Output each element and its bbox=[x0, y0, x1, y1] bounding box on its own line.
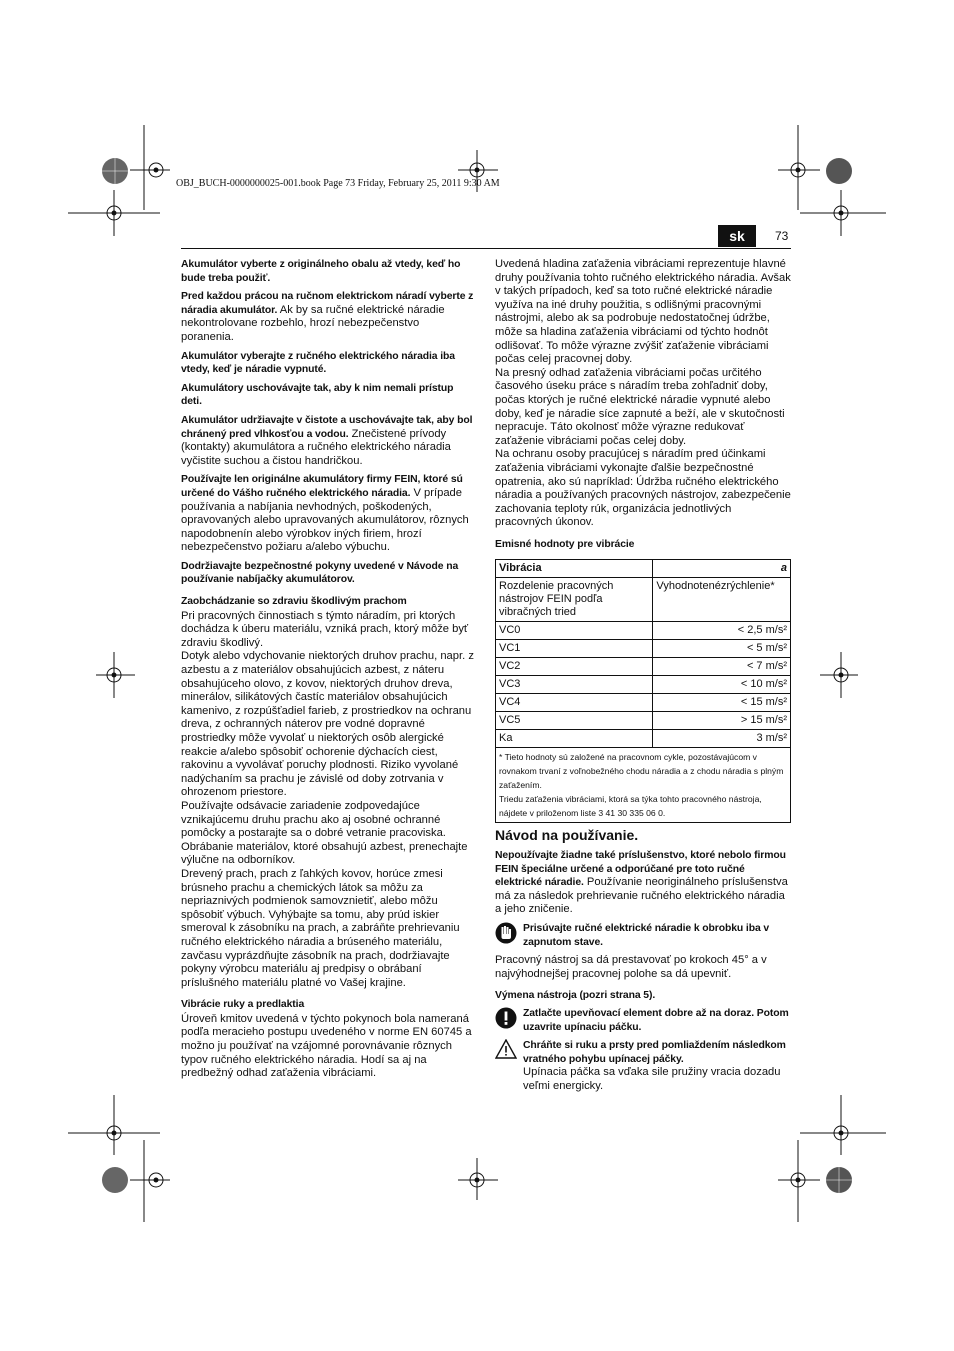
print-header-line: OBJ_BUCH-0000000025-001.book Page 73 Friday, February 25, 2011 9:30 AM bbox=[176, 178, 500, 189]
table-row: VC2 < 7 m/s² bbox=[496, 658, 791, 676]
paragraph: Akumulátor udržiavajte v čistote a uschovávajte tak, aby bol chránený pred vlhkosťou a vodou. Znečistené prívody (kontakty) akumulátora a ručného elektrického náradia vyčistite suchou a čistou handričkou. bbox=[181, 414, 473, 467]
paragraph: Obrábanie materiálov, ktoré obsahujú azbest, prenechajte výlučne na odborníkov. bbox=[181, 840, 468, 867]
paragraph: Na ochranu osoby pracujúcej s náradím pred účinkami zaťaženia vibráciami vykonajte ďalšie bezpečnostné opatrenia, ako sú napríklad: Údržba ručného elektrického náradia a používaných pracovných nástrojov, zabezpečenie zachovania teploty rúk, organizácia jednotlivých pracovných úkonov. bbox=[495, 448, 791, 529]
paragraph: Používajte len originálne akumulátory firmy FEIN, ktoré sú určené do Vášho ručného elektrického náradia. V prípade používania a nabíjania nevhodných, poškodených, opravovaných alebo upravovaných akumulátorov, rôznych napodobnenín alebo výrobkov iných firiem, hrozí nebezpečenstvo požiaru a/alebo výbuchu. bbox=[181, 474, 469, 554]
table-header: a bbox=[653, 560, 791, 578]
paragraph: Akumulátor vyberte z originálneho obalu až vtedy, keď ho bude treba použiť. bbox=[181, 259, 461, 284]
table-header: Vibrácia bbox=[496, 560, 653, 578]
table-row: Ka 3 m/s² bbox=[496, 730, 791, 748]
notice-text: Prisúvajte ručné elektrické náradie k obrobku iba v zapnutom stave. bbox=[523, 923, 770, 948]
section-heading-dust: Zaobchádzanie so zdraviu škodlivým prachom bbox=[181, 596, 407, 608]
paragraph: Akumulátory uschovávajte tak, aby k nim nemali prístup deti. bbox=[181, 382, 454, 408]
paragraph: Dotyk alebo vdychovanie niektorých druhov prachu, napr. z azbestu a z materiálov obsahujúcich azbest, z náteru obsahujúceho olovo, z kovov, niektorých druhov dreva, minerálov, silikátových častíc materiálov obsahujúcich kamenivo, z rozpúšťadiel farieb, z prostriedkov na ochranu dreva, z ochranných náterov pre vodné dopravné prostriedky môže vyvolať u niektorých osôb alergické reakcie a/alebo spôsobiť ochorenie dýchacích ciest, rakovinu a vyvolávať poruchy plodnosti. Riziko vyvolané nadýchaním sa prachu je závislé od doby zotrvania v ohrozenom priestore. bbox=[181, 650, 474, 799]
table-cell: Vyhodnotenézrýchlenie* bbox=[653, 578, 791, 622]
warning-block bbox=[495, 1039, 791, 1093]
paragraph: Na presný odhad zaťaženia vibráciami počas určitého časového úseku práce s náradím treba zohľadniť doby, počas ktorých je ručné elektrické náradie vypnuté alebo doby, keď je náradie síce zapnuté a beží, ale v skutočnosti nepracuje. Táto okolnosť môže výrazne redukovať zaťaženie vibráciami počas celej doby. bbox=[495, 366, 785, 447]
paragraph: Pri pracovných činnostiach s týmto náradím, pri ktorých dochádza k úberu materiálu, vzniká prach, ktorý môže byť zdraviu škodlivý. bbox=[181, 609, 469, 649]
warning-text: Chráňte si ruku a prsty pred pomliaždením následkom vratného pohybu upínacej páčky. Upínacia páčka sa vďaka sile pružiny vracia dozadu veľmi energicky. bbox=[523, 1040, 786, 1092]
paragraph: Akumulátor vyberajte z ručného elektrického náradia iba vtedy, keď je náradie vypnuté. bbox=[181, 350, 455, 376]
paragraph: Drevený prach, prach z ľahkých kovov, horúce zmesi brúsneho prachu a chemických látok sa môžu za nepriaznivých podmienok samovznietiť, alebo môžu spôsobiť výbuch. Vyhýbajte sa tomu, aby prúd iskier smeroval k zásobníku na prach, a zabráňte prehrievaniu ručného elektrického náradia a brúseného materiálu, zavčasu vyprázdňujte zásobník na prach, dodržiavajte pokyny výrobcu materiálu aj predpisy o obrábaní príslušného materiálu platné vo Vašej krajine. bbox=[181, 867, 460, 989]
table-row: VC0 < 2,5 m/s² bbox=[496, 622, 791, 640]
table-row: VC1 < 5 m/s² bbox=[496, 640, 791, 658]
exclamation-icon bbox=[495, 1007, 517, 1029]
paragraph: Uvedená hladina zaťaženia vibráciami reprezentuje hlavné druhy používania tohto ručného elektrického náradia. Avšak v takých prípadoch, keď sa toto ručné elektrické náradie využíva na iné druhy použitia, s odlišnými pracovnými nástrojmi, alebo ak sa podrobuje nedostatočnej údržbe, môže sa hladina zaťaženia vibráciami od týchto hodnôt odlišovať. To môže výrazne zvýšiť zaťaženie vibráciami počas celej pracovnej doby. bbox=[495, 258, 791, 366]
table-row: VC5 > 15 m/s² bbox=[496, 712, 791, 730]
paragraph: Používajte odsávacie zariadenie zodpovedajúce vznikajúcemu druhu prachu ako aj osobné ochranné pomôcky a postarajte sa o dobré vetranie pracoviska. bbox=[181, 799, 446, 840]
notice-block bbox=[495, 922, 791, 949]
paragraph: Úroveň kmitov uvedená v týchto pokynoch bola nameraná podľa meracieho postupu uvedeného v norme EN 60745 a možno ju používať na vzájomné porovnávanie rôznych typov ručného elektrického náradia. Hodí sa aj na predbežný odhad zaťaženia vibráciami. bbox=[181, 1012, 472, 1080]
paragraph: Nepoužívajte žiadne také príslušenstvo, ktoré nebolo firmou FEIN špeciálne určené a odporúčané pre toto ručné elektrické náradie. Používanie neoriginálneho príslušenstva má za následok prehrievanie ručného elektrického náradia a jeho zničenie. bbox=[495, 850, 788, 916]
table-cell: Rozdelenie pracovných nástrojov FEIN podľa vibračných tried bbox=[496, 578, 653, 622]
section-heading-usage: Návod na používanie. bbox=[495, 827, 639, 844]
warning-triangle-icon bbox=[495, 1039, 517, 1059]
language-badge: sk bbox=[718, 225, 756, 247]
section-heading-vibration: Vibrácie ruky a predlaktia bbox=[181, 999, 305, 1011]
section-heading-emission: Emisné hodnoty pre vibrácie bbox=[495, 538, 635, 550]
table-footnote: * Tieto hodnoty sú založené na pracovnom cykle, pozostávajúcom v rovnakom trvaní z voľnobežného chodu náradia a z chodu náradia s plným zaťažením. Triedu zaťaženia vibráciami, ktorá sa týka tohto pracovného nástroja, nájdete v priloženom liste 3 41 30 335 06 0. bbox=[496, 748, 791, 823]
left-column bbox=[181, 258, 475, 1081]
paragraph: Dodržiavajte bezpečnostné pokyny uvedené v Návode na používanie nabíjačky akumulátorov. bbox=[181, 560, 459, 586]
vibration-table bbox=[495, 559, 791, 823]
table-row: VC3 < 10 m/s² bbox=[496, 676, 791, 694]
table-row: VC4 < 15 m/s² bbox=[496, 694, 791, 712]
notice-text: Zatlačte upevňovací element dobre až na doraz. Potom uzavrite upínaciu páčku. bbox=[523, 1008, 789, 1033]
paragraph: Pracovný nástroj sa dá prestavovať po krokoch 45° a v najvýhodnejšej pracovnej polohe sa dá upevniť. bbox=[495, 954, 767, 980]
paragraph: Pred každou prácou na ručnom elektrickom náradí vyberte z náradia akumulátor. Ak by sa ručné elektrické náradie nekontrolovane rozbehlo, hrozí nebezpečenstvo poranenia. bbox=[181, 291, 474, 343]
page-number: 73 bbox=[775, 229, 789, 243]
notice-block bbox=[495, 1007, 791, 1034]
header-rule bbox=[181, 248, 791, 249]
section-heading-tool-change: Výmena nástroja (pozri strana 5). bbox=[495, 990, 656, 1002]
mandatory-action-icon bbox=[495, 922, 517, 944]
right-column bbox=[495, 258, 791, 1099]
